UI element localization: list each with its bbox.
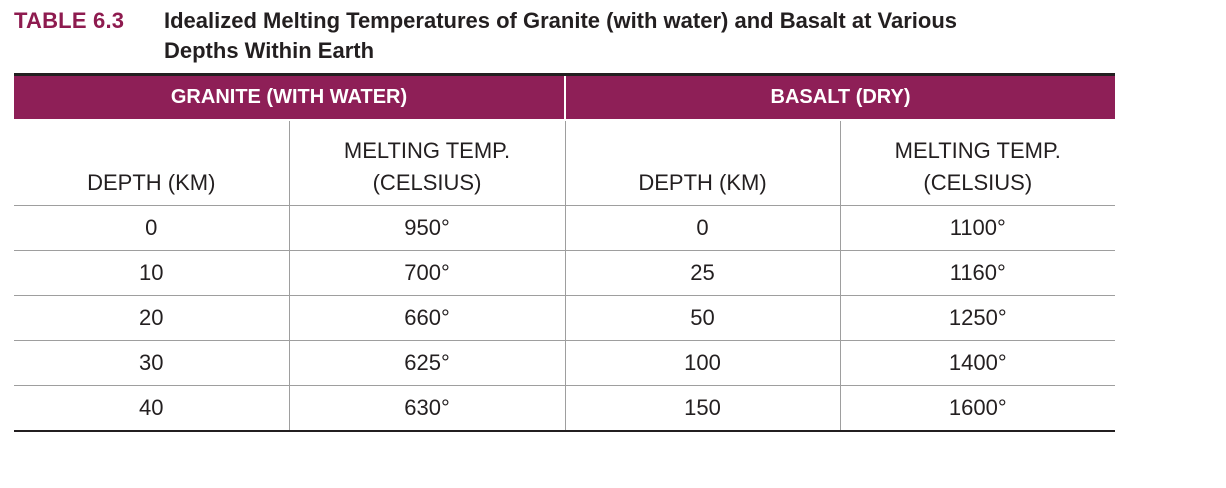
granite-depth-cell: 40 — [14, 386, 289, 432]
basalt-temp-header-line-1: MELTING TEMP. — [894, 138, 1061, 163]
melting-temperature-table — [14, 73, 1115, 432]
column-header-row — [14, 120, 1115, 206]
table-number: TABLE 6.3 — [14, 8, 125, 33]
basalt-depth-cell: 150 — [565, 386, 840, 432]
granite-temp-header — [289, 120, 565, 206]
granite-depth-cell: 30 — [14, 341, 289, 386]
granite-temp-header-line-2: (CELSIUS) — [372, 170, 482, 195]
granite-depth-header: DEPTH (KM) — [14, 120, 289, 206]
basalt-depth-cell: 100 — [565, 341, 840, 386]
basalt-temp-cell: 1400° — [840, 341, 1115, 386]
granite-temp-cell: 700° — [289, 251, 565, 296]
basalt-temp-header-line-2: (CELSIUS) — [923, 170, 1033, 195]
granite-temp-cell: 660° — [289, 296, 565, 341]
basalt-depth-cell: 0 — [565, 206, 840, 251]
basalt-temp-cell: 1600° — [948, 395, 1007, 420]
basalt-depth-header: DEPTH (KM) — [565, 120, 840, 206]
granite-temp-cell: 630° — [289, 386, 565, 432]
table-title — [164, 6, 957, 66]
table-title-line-1: Idealized Melting Temperatures of Granite (with water) and Basalt at Various — [164, 8, 957, 33]
table-row — [14, 206, 1115, 251]
table-row — [14, 341, 1115, 386]
basalt-depth-cell: 25 — [565, 251, 840, 296]
granite-temp-cell: 625° — [289, 341, 565, 386]
granite-temp-header-line-1: MELTING TEMP. — [343, 138, 511, 163]
group-header-row — [14, 75, 1115, 121]
granite-group-header: GRANITE (WITH WATER) — [14, 75, 565, 121]
basalt-temp-cell: 1160° — [840, 251, 1115, 296]
table-row — [14, 251, 1115, 296]
table-row — [14, 386, 1115, 432]
granite-depth-cell: 0 — [14, 206, 289, 251]
table-title-line-2: Depths Within Earth — [164, 38, 375, 63]
table-caption — [14, 6, 1124, 66]
granite-depth-cell: 20 — [14, 296, 289, 341]
basalt-depth-cell: 50 — [565, 296, 840, 341]
basalt-temp-cell: 1100° — [840, 206, 1115, 251]
table-row — [14, 296, 1115, 341]
granite-temp-cell: 950° — [289, 206, 565, 251]
basalt-temp-header — [840, 120, 1115, 206]
basalt-group-header: BASALT (DRY) — [565, 75, 1115, 121]
granite-depth-cell: 10 — [14, 251, 289, 296]
basalt-temp-cell: 1250° — [840, 296, 1115, 341]
